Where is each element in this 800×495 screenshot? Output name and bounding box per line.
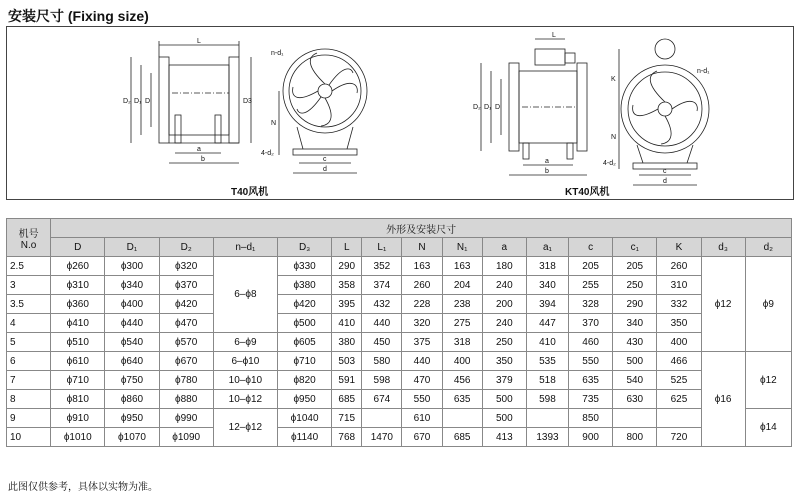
label-N: N: [271, 120, 277, 127]
label-n-d1: n-d₁: [271, 50, 284, 57]
table-row: [7, 390, 792, 409]
table-cell: ϕ670: [159, 352, 213, 371]
table-cell: 456: [442, 371, 482, 390]
table-row: [7, 333, 792, 352]
table-cell: ϕ1040: [278, 409, 332, 428]
table-cell: 598: [526, 390, 568, 409]
table-cell: 6–ϕ8: [213, 257, 277, 333]
table-cell: 6: [7, 352, 51, 371]
table-cell: 340: [613, 314, 657, 333]
table-row: [7, 352, 792, 371]
table-row: [7, 314, 792, 333]
table-cell: 432: [362, 295, 402, 314]
label-c-kt40: c: [663, 168, 667, 175]
table-cell: 1470: [362, 428, 402, 447]
table-cell: 275: [442, 314, 482, 333]
label-D1: D₁: [134, 98, 142, 105]
col-header: L: [332, 238, 362, 257]
fan-drawings: [7, 27, 793, 199]
table-row: [7, 276, 792, 295]
table-cell: 240: [482, 314, 526, 333]
table-cell: ϕ12: [745, 352, 791, 409]
corner-line2: N.o: [20, 239, 37, 251]
table-cell: ϕ340: [105, 276, 159, 295]
table-cell: 503: [332, 352, 362, 371]
label-c: c: [323, 156, 327, 163]
col-header: d₃: [701, 238, 745, 257]
kt40-motor-front: [655, 39, 675, 59]
label-N-kt40: N: [611, 134, 617, 141]
col-header: d₂: [745, 238, 791, 257]
col-header: n–d₁: [213, 238, 277, 257]
table-cell: 358: [332, 276, 362, 295]
kt40-flange-front: [621, 65, 709, 153]
table-cell: 379: [482, 371, 526, 390]
table-cell: 800: [613, 428, 657, 447]
col-header: D₁: [105, 238, 159, 257]
corner-line1: 机号: [18, 228, 39, 240]
table-cell: ϕ470: [159, 314, 213, 333]
table-cell: ϕ300: [105, 257, 159, 276]
table-cell: 685: [332, 390, 362, 409]
label-d: d: [323, 166, 327, 173]
table-cell: ϕ410: [51, 314, 105, 333]
table-row: [7, 295, 792, 314]
table-cell: 255: [569, 276, 613, 295]
table-cell: 4: [7, 314, 51, 333]
table-cell: 352: [362, 257, 402, 276]
table-cell: 900: [569, 428, 613, 447]
col-header: D₃: [278, 238, 332, 257]
col-header: D: [51, 238, 105, 257]
table-cell: ϕ950: [105, 409, 159, 428]
label-D2-kt40: D₂: [473, 104, 481, 111]
label-b: b: [201, 156, 205, 163]
table-cell: 535: [526, 352, 568, 371]
table-cell: 674: [362, 390, 402, 409]
table-cell: 9: [7, 409, 51, 428]
label-D1-kt40: D₁: [484, 104, 492, 111]
table-cell: 591: [332, 371, 362, 390]
table-cell: 440: [362, 314, 402, 333]
table-cell: ϕ710: [278, 352, 332, 371]
corner-header: [7, 219, 51, 257]
col-header: a₁: [526, 238, 568, 257]
spec-table-body: [7, 257, 792, 447]
table-cell: 850: [569, 409, 613, 428]
table-cell: 7: [7, 371, 51, 390]
label-a: a: [197, 146, 201, 153]
table-cell: ϕ1070: [105, 428, 159, 447]
col-header: L₁: [362, 238, 402, 257]
table-cell: ϕ710: [51, 371, 105, 390]
table-cell: 228: [402, 295, 442, 314]
table-cell: [657, 409, 701, 428]
label-L: L: [197, 38, 201, 45]
table-cell: 320: [402, 314, 442, 333]
table-cell: 518: [526, 371, 568, 390]
table-cell: 8: [7, 390, 51, 409]
table-cell: 6–ϕ9: [213, 333, 277, 352]
table-cell: 318: [442, 333, 482, 352]
t40-flange-right: [229, 57, 239, 143]
table-cell: 370: [569, 314, 613, 333]
table-cell: 715: [332, 409, 362, 428]
table-cell: 10: [7, 428, 51, 447]
table-cell: ϕ12: [701, 257, 745, 352]
table-cell: 630: [613, 390, 657, 409]
label-D: D: [145, 98, 151, 105]
spec-table: [6, 218, 792, 447]
table-cell: 460: [569, 333, 613, 352]
installation-drawings: [6, 26, 794, 200]
table-cell: 400: [657, 333, 701, 352]
table-cell: 625: [657, 390, 701, 409]
label-D3: D3: [243, 98, 252, 105]
table-cell: ϕ320: [159, 257, 213, 276]
table-cell: 250: [482, 333, 526, 352]
table-cell: ϕ780: [159, 371, 213, 390]
table-cell: 635: [569, 371, 613, 390]
table-cell: ϕ950: [278, 390, 332, 409]
table-cell: 10–ϕ12: [213, 390, 277, 409]
table-cell: 400: [442, 352, 482, 371]
table-cell: 205: [569, 257, 613, 276]
table-cell: 635: [442, 390, 482, 409]
t40-housing-side: [169, 65, 229, 135]
t40-flange-left: [159, 57, 169, 143]
table-cell: 3: [7, 276, 51, 295]
col-header: a: [482, 238, 526, 257]
label-4-d2-kt40: 4-d₂: [603, 160, 616, 167]
group-header: 外形及安装尺寸: [51, 219, 792, 238]
table-cell: 410: [526, 333, 568, 352]
table-cell: 685: [442, 428, 482, 447]
col-header: N₁: [442, 238, 482, 257]
label-a-kt40: a: [545, 158, 549, 165]
table-cell: 340: [526, 276, 568, 295]
label-L-kt40: L: [552, 32, 556, 39]
label-d-kt40: d: [663, 178, 667, 185]
table-cell: ϕ440: [105, 314, 159, 333]
table-cell: 470: [402, 371, 442, 390]
table-cell: 440: [402, 352, 442, 371]
table-cell: 540: [613, 371, 657, 390]
table-cell: 394: [526, 295, 568, 314]
table-cell: 290: [613, 295, 657, 314]
table-cell: ϕ820: [278, 371, 332, 390]
table-cell: ϕ880: [159, 390, 213, 409]
label-K: K: [611, 76, 616, 83]
table-cell: 375: [402, 333, 442, 352]
table-row: [7, 371, 792, 390]
table-cell: 598: [362, 371, 402, 390]
table-cell: 250: [613, 276, 657, 295]
table-cell: ϕ330: [278, 257, 332, 276]
table-cell: ϕ16: [701, 352, 745, 447]
label-n-d1-kt40: n-d₁: [697, 68, 710, 75]
table-cell: ϕ810: [51, 390, 105, 409]
table-cell: 350: [482, 352, 526, 371]
table-cell: 10–ϕ10: [213, 371, 277, 390]
table-cell: 580: [362, 352, 402, 371]
table-cell: 238: [442, 295, 482, 314]
table-cell: ϕ260: [51, 257, 105, 276]
table-cell: ϕ420: [278, 295, 332, 314]
table-cell: ϕ9: [745, 257, 791, 352]
table-cell: ϕ610: [51, 352, 105, 371]
table-cell: ϕ540: [105, 333, 159, 352]
table-cell: 2.5: [7, 257, 51, 276]
table-cell: 500: [482, 409, 526, 428]
table-cell: 328: [569, 295, 613, 314]
table-cell: ϕ910: [51, 409, 105, 428]
table-cell: ϕ605: [278, 333, 332, 352]
label-D2: D₂: [123, 98, 131, 105]
table-cell: ϕ990: [159, 409, 213, 428]
label-4-d2: 4-d₂: [261, 150, 274, 157]
table-cell: 163: [402, 257, 442, 276]
kt40-caption: KT40风机: [565, 187, 610, 198]
table-cell: 610: [402, 409, 442, 428]
footnote: 此图仅供参考，具体以实物为准。: [8, 482, 158, 493]
t40-flange-front: [283, 49, 367, 133]
table-cell: 204: [442, 276, 482, 295]
table-cell: 332: [657, 295, 701, 314]
table-cell: 5: [7, 333, 51, 352]
table-cell: 200: [482, 295, 526, 314]
table-cell: 413: [482, 428, 526, 447]
page-title: 安装尺寸 (Fixing size): [8, 8, 149, 24]
table-cell: ϕ360: [51, 295, 105, 314]
table-cell: 260: [657, 257, 701, 276]
table-cell: 3.5: [7, 295, 51, 314]
table-cell: 240: [482, 276, 526, 295]
table-cell: 12–ϕ12: [213, 409, 277, 447]
table-cell: 525: [657, 371, 701, 390]
table-cell: ϕ570: [159, 333, 213, 352]
table-cell: 720: [657, 428, 701, 447]
table-cell: ϕ860: [105, 390, 159, 409]
t40-caption: T40风机: [231, 187, 269, 198]
table-cell: 735: [569, 390, 613, 409]
table-cell: [442, 409, 482, 428]
table-cell: [362, 409, 402, 428]
table-cell: [526, 409, 568, 428]
table-cell: ϕ370: [159, 276, 213, 295]
col-header: D₂: [159, 238, 213, 257]
table-cell: 290: [332, 257, 362, 276]
table-cell: 430: [613, 333, 657, 352]
table-cell: [613, 409, 657, 428]
col-header: c₁: [613, 238, 657, 257]
table-cell: 260: [402, 276, 442, 295]
table-cell: 350: [657, 314, 701, 333]
table-cell: ϕ1140: [278, 428, 332, 447]
table-cell: ϕ310: [51, 276, 105, 295]
table-cell: 466: [657, 352, 701, 371]
table-cell: 380: [332, 333, 362, 352]
table-cell: ϕ420: [159, 295, 213, 314]
table-cell: 395: [332, 295, 362, 314]
col-header: N: [402, 238, 442, 257]
table-cell: ϕ400: [105, 295, 159, 314]
table-cell: 410: [332, 314, 362, 333]
table-cell: 450: [362, 333, 402, 352]
table-cell: ϕ500: [278, 314, 332, 333]
table-cell: 500: [613, 352, 657, 371]
label-D-kt40: D: [495, 104, 501, 111]
table-cell: 310: [657, 276, 701, 295]
table-row: [7, 257, 792, 276]
table-cell: 163: [442, 257, 482, 276]
col-header: K: [657, 238, 701, 257]
table-cell: ϕ750: [105, 371, 159, 390]
label-b-kt40: b: [545, 168, 549, 175]
table-cell: 374: [362, 276, 402, 295]
table-cell: ϕ380: [278, 276, 332, 295]
table-row: [7, 428, 792, 447]
table-cell: 318: [526, 257, 568, 276]
table-row: [7, 409, 792, 428]
table-cell: 500: [482, 390, 526, 409]
col-header: c: [569, 238, 613, 257]
table-cell: ϕ1010: [51, 428, 105, 447]
table-cell: ϕ14: [745, 409, 791, 447]
table-cell: 670: [402, 428, 442, 447]
table-cell: 180: [482, 257, 526, 276]
table-cell: 6–ϕ10: [213, 352, 277, 371]
table-cell: ϕ640: [105, 352, 159, 371]
table-cell: 550: [569, 352, 613, 371]
table-cell: 1393: [526, 428, 568, 447]
table-cell: 205: [613, 257, 657, 276]
kt40-motor: [535, 49, 565, 65]
table-cell: 447: [526, 314, 568, 333]
table-cell: ϕ1090: [159, 428, 213, 447]
table-cell: 550: [402, 390, 442, 409]
table-cell: ϕ510: [51, 333, 105, 352]
table-cell: 768: [332, 428, 362, 447]
